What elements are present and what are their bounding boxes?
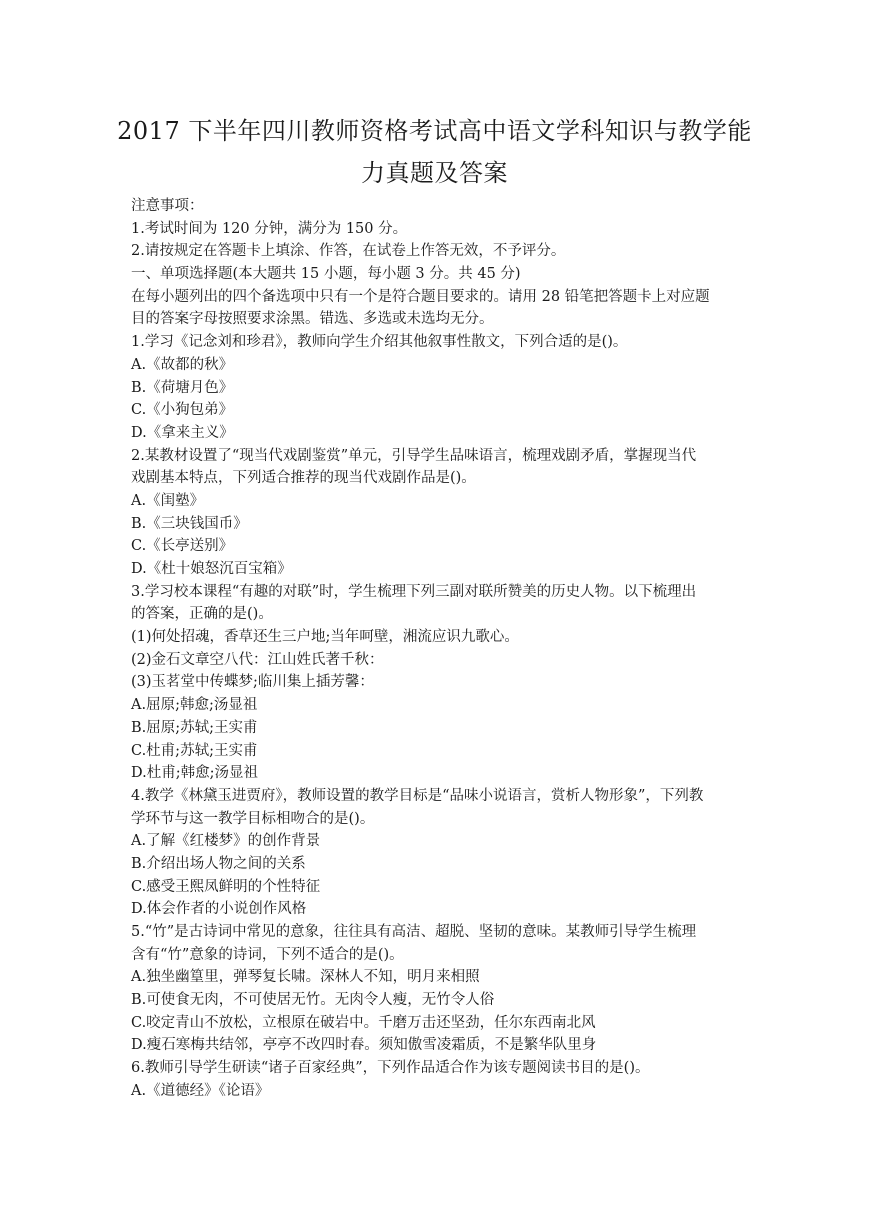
couplet-line: (3)玉茗堂中传蝶梦;临川集上插芳馨： [131,674,374,691]
answer-option: A.独坐幽篁里，弹琴复长啸。深林人不知，明月来相照 [131,969,480,986]
question-stem: 6.教师引导学生研读“诸子百家经典”，下列作品适合作为该专题阅读书目的是()。 [131,1060,650,1077]
section-heading: 一、单项选择题(本大题共 15 小题，每小题 3 分。共 45 分) [131,266,521,283]
notice-item: 2.请按规定在答题卡上填涂、作答，在试卷上作答无效，不予评分。 [131,243,566,260]
answer-option: A.《故都的秋》 [131,356,234,373]
couplet-line: (2)金石文章空八代：江山姓氏著千秋： [131,651,384,668]
question-stem: 4.教学《林黛玉进贾府》，教师设置的教学目标是“品味小说语言，赏析人物形象”，下列教 [131,787,704,804]
answer-option: A.《道德经》《论语》 [131,1082,270,1099]
section-instruction: 目的答案字母按照要求涂黑。错选、多选或未选均无分。 [131,311,494,328]
question-stem: 学环节与这一教学目标相吻合的是()。 [131,810,375,827]
document-title-line-1: 2017 下半年四川教师资格考试高中语文学科知识与教学能 [117,117,752,145]
answer-option: C.咬定青山不放松，立根原在破岩中。千磨万击还坚劲，任尔东西南北风 [131,1014,596,1031]
couplet-line: (1)何处招魂，香草还生三户地;当年呵壁，湘流应识九歌心。 [131,629,519,646]
question-stem: 1.学习《记念刘和珍君》，教师向学生介绍其他叙事性散文，下列合适的是()。 [131,334,628,351]
answer-option: C.杜甫;苏轼;王实甫 [131,742,258,759]
notice-heading: 注意事项： [131,198,204,214]
question-stem: 的答案，正确的是()。 [131,606,273,623]
answer-option: B.《荷塘月色》 [131,379,234,396]
question-stem: 5.“竹”是古诗词中常见的意象，往往具有高洁、超脱、坚韧的意味。某教师引导学生梳理 [131,924,697,940]
answer-option: A.《闺塾》 [131,492,205,509]
answer-option: B.介绍出场人物之间的关系 [131,855,306,872]
answer-option: A.屈原;韩愈;汤显祖 [131,697,258,714]
document-body [131,195,743,1103]
answer-option: A.了解《红楼梦》的创作背景 [131,833,321,850]
question-stem: 3.学习校本课程“有趣的对联”时，学生梳理下列三副对联所赞美的历史人物。以下梳理出 [131,583,697,600]
answer-option: B.《三块钱国币》 [131,515,248,532]
question-stem: 含有“竹”意象的诗词，下列不适合的是()。 [131,946,404,963]
answer-option: B.可使食无肉，不可使居无竹。无肉令人瘦，无竹令人俗 [131,992,495,1009]
answer-option: D.杜甫;韩愈;汤显祖 [131,765,258,782]
answer-option: D.瘦石寒梅共结邻，亭亭不改四时春。须知傲雪凌霜质，不是繁华队里身 [131,1037,597,1054]
question-stem: 2.某教材设置了“现当代戏剧鉴赏”单元，引导学生品味语言，梳理戏剧矛盾，掌握现当代 [131,447,697,464]
section-instruction: 在每小题列出的四个备选项中只有一个是符合题目要求的。请用 28 铅笔把答题卡上对应题 [131,288,710,305]
answer-option: C.感受王熙凤鲜明的个性特征 [131,878,321,895]
answer-option: D.体会作者的小说创作风格 [131,901,307,918]
answer-option: B.屈原;苏轼;王实甫 [131,719,258,736]
answer-option: D.《杜十娘怒沉百宝箱》 [131,561,292,577]
answer-option: C.《小狗包弟》 [131,402,234,419]
notice-item: 1.考试时间为 120 分钟，满分为 150 分。 [131,220,408,237]
document-title-line-2: 力真题及答案 [361,159,508,187]
answer-option: D.《拿来主义》 [131,424,234,441]
answer-option: C.《长亭送别》 [131,538,234,555]
question-stem: 戏剧基本特点，下列适合推荐的现当代戏剧作品是()。 [131,470,476,487]
